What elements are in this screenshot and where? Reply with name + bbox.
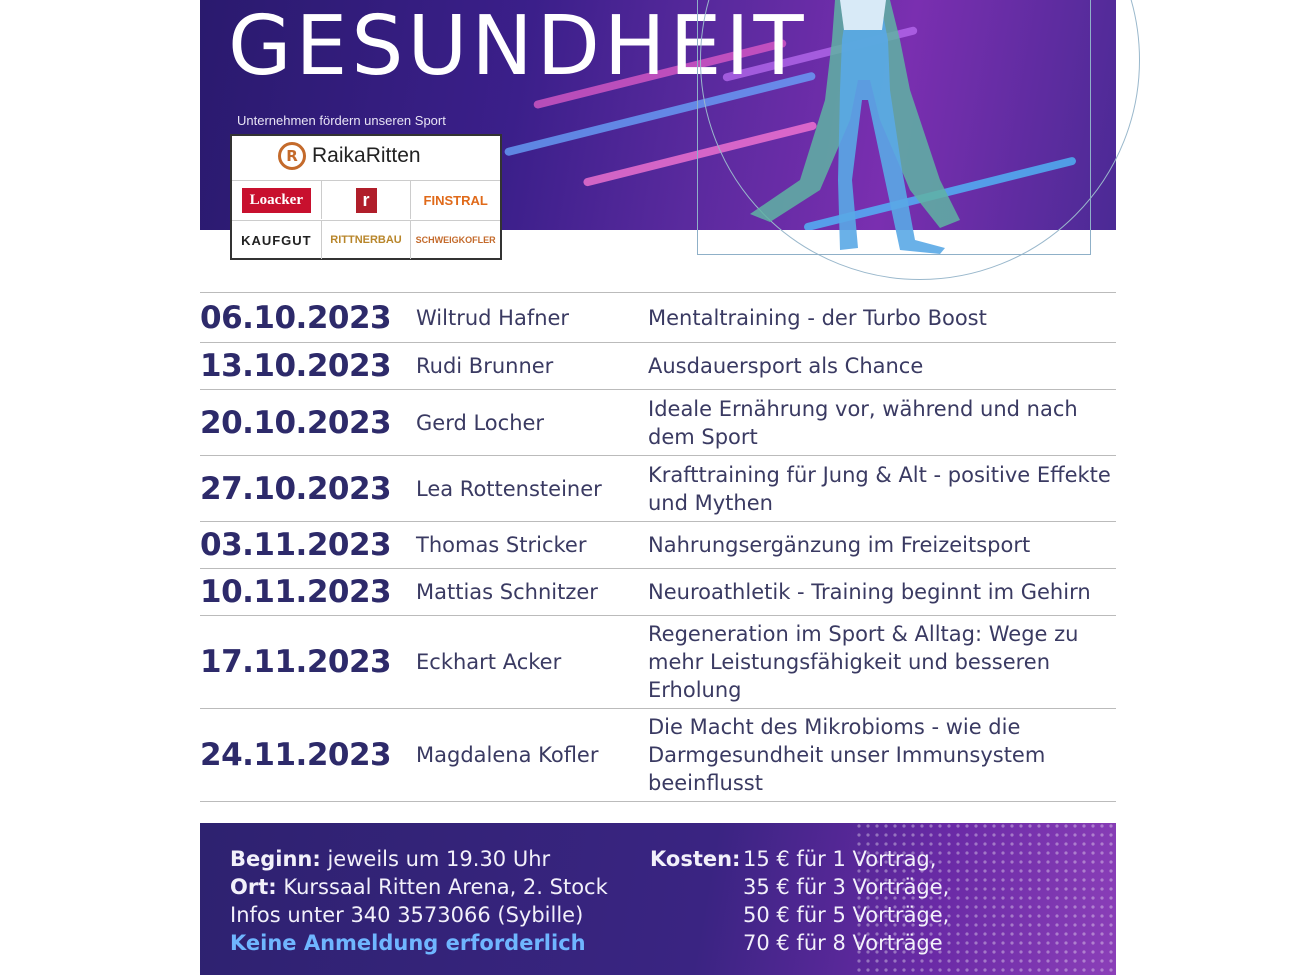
info-footer <box>200 823 1116 975</box>
event-topic: Mentaltraining - der Turbo Boost <box>648 305 987 330</box>
finstral-logo: FINSTRAL <box>423 192 488 208</box>
table-row <box>200 708 1116 802</box>
raika-name: RaikaRitten <box>312 144 421 167</box>
schedule-table <box>200 292 1116 802</box>
event-date: 20.10.2023 <box>200 404 392 441</box>
event-date: 27.10.2023 <box>200 470 392 507</box>
kaufgut-logo: KAUFGUT <box>232 221 322 259</box>
info-contact: Infos unter 340 3573066 (Sybille) <box>230 903 584 927</box>
rittnerbau-logo: RITTNERBAU <box>322 221 412 259</box>
page-title: GESUNDHEIT <box>228 0 808 94</box>
event-speaker: Magdalena Kofler <box>416 743 599 767</box>
table-row <box>200 292 1116 342</box>
event-speaker: Wiltrud Hafner <box>416 305 570 330</box>
registration-note: Keine Anmeldung erforderlich <box>230 931 586 955</box>
cost-item: 35 € für 3 Vorträge, <box>743 875 950 899</box>
event-date: 06.10.2023 <box>200 299 392 336</box>
event-topic: Regeneration im Sport & Alltag: Wege zu mehr Leistungsfähigkeit und besseren Erholung <box>648 622 1079 702</box>
table-row <box>200 521 1116 568</box>
event-speaker: Mattias Schnitzer <box>416 580 598 604</box>
event-date: 10.11.2023 <box>200 574 392 610</box>
event-date: 17.11.2023 <box>200 644 392 680</box>
event-speaker: Gerd Locher <box>416 410 545 435</box>
table-row <box>200 342 1116 389</box>
human-figure-icon <box>740 0 980 260</box>
event-speaker: Thomas Stricker <box>416 533 587 557</box>
loacker-logo: Loacker <box>232 181 322 219</box>
event-date: 13.10.2023 <box>200 348 392 384</box>
table-row <box>200 568 1116 615</box>
event-topic: Die Macht des Mikrobioms - wie die Darmgesundheit unser Immunsystem beeinflusst <box>648 715 1046 795</box>
cost-item: 15 € für 1 Vortrag, <box>743 847 937 871</box>
cost-list <box>743 845 949 957</box>
raika-mark-icon: R <box>278 142 306 170</box>
place-value: Kurssaal Ritten Arena, 2. Stock <box>283 875 608 899</box>
sponsor-caption: Unternehmen fördern unseren Sport <box>237 113 446 128</box>
table-row <box>200 455 1116 521</box>
cost-label: Kosten: <box>650 847 741 871</box>
event-speaker: Eckhart Acker <box>416 650 562 674</box>
table-row <box>200 615 1116 708</box>
event-speaker: Rudi Brunner <box>416 354 554 378</box>
event-topic: Krafttraining für Jung & Alt - positive Effekte und Mythen <box>648 462 1111 515</box>
raika-logo <box>278 142 421 170</box>
event-topic: Ausdauersport als Chance <box>648 354 924 378</box>
footer-details <box>230 845 608 957</box>
cost-item: 50 € für 5 Vorträge, <box>743 903 950 927</box>
event-topic: Neuroathletik - Training beginnt im Gehirn <box>648 580 1091 604</box>
place-label: Ort: <box>230 875 277 899</box>
event-topic: Ideale Ernährung vor, während und nach dem Sport <box>648 396 1078 449</box>
begin-label: Beginn: <box>230 847 321 871</box>
event-date: 03.11.2023 <box>200 527 392 563</box>
r-logo: r <box>322 181 412 219</box>
begin-value: jeweils um 19.30 Uhr <box>327 847 551 871</box>
event-topic: Nahrungsergänzung im Freizeitsport <box>648 533 1031 557</box>
schweigkofler-logo: SCHWEIGKOFLER <box>415 235 496 245</box>
sponsor-logos <box>230 134 502 260</box>
event-date: 24.11.2023 <box>200 737 392 773</box>
table-row <box>200 389 1116 455</box>
event-speaker: Lea Rottensteiner <box>416 476 602 501</box>
cost-item: 70 € für 8 Vorträge <box>743 931 943 955</box>
